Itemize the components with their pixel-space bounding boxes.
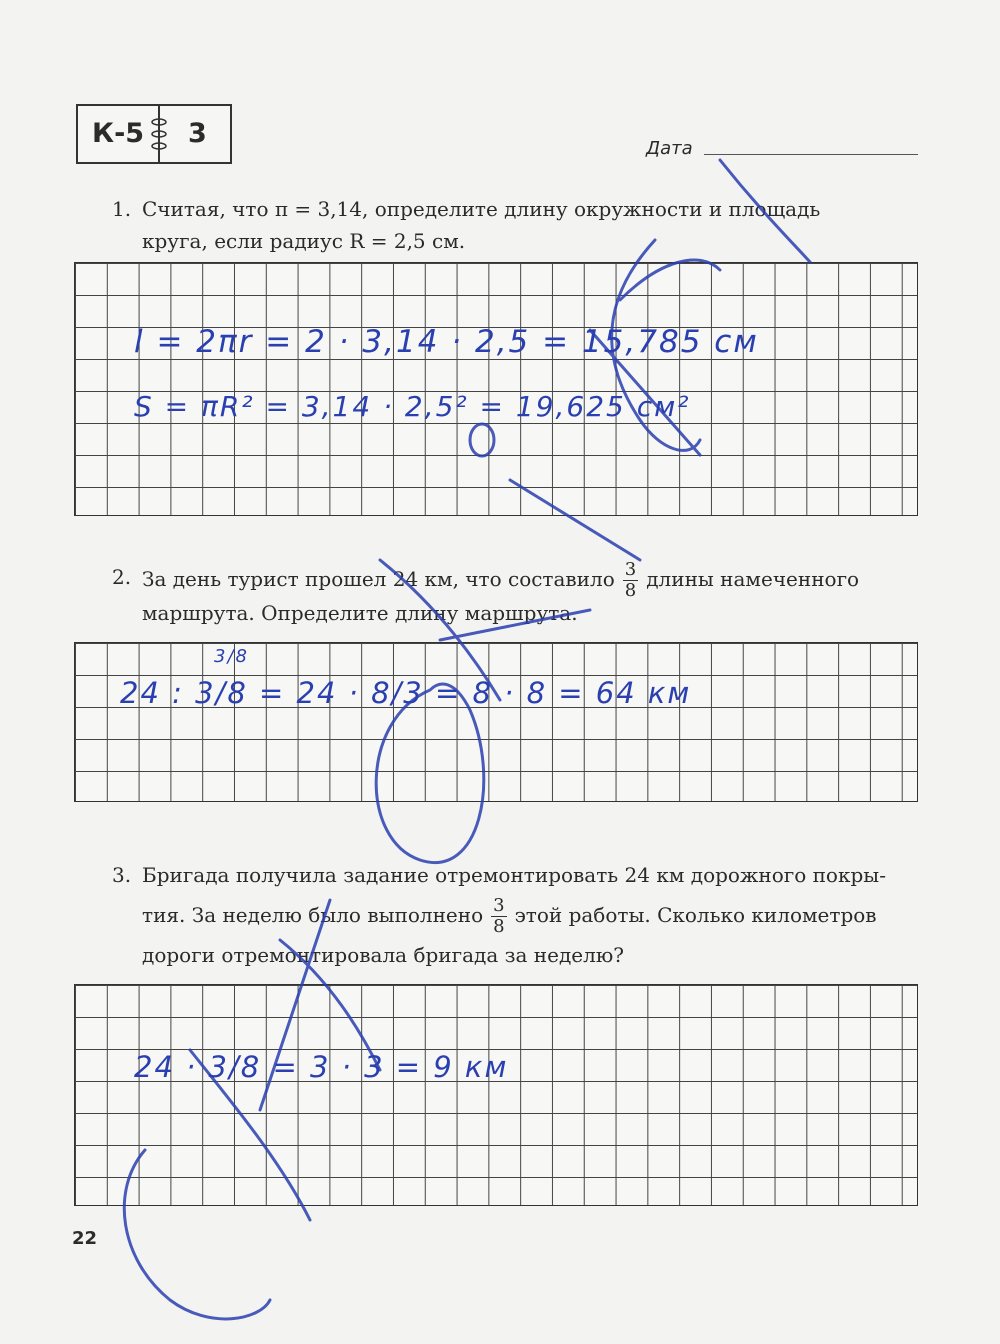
task-2-answer-fraction: 3/8 [214,646,249,667]
task-1-line-1: Считая, что π = 3,14, определите длину окружности и площадь [142,197,821,221]
task-2 [112,560,932,632]
task-2-text-after: длины намеченного [646,567,860,591]
page-number: 22 [72,1228,98,1249]
task-3 [112,858,932,968]
task-3-line-1: Бригада получила задание отремонтировать 24 км дорожного покры- [142,863,886,887]
task-3-text-before: тия. За неделю было выполнено [142,903,484,927]
task-1-answer-line-1: l = 2πr = 2 · 3,14 · 2,5 = 15,785 см [134,324,759,360]
task-1-number: 1. [112,197,132,221]
task-2-fraction: $\frac{3}{8}$ [624,559,637,601]
task-2-number: 2. [112,565,132,589]
binder-clip-icon [148,112,170,158]
task-3-text-after: этой работы. Сколько километров [514,903,877,927]
test-code-box [76,104,232,164]
task-2-answer-line: 24 : 3/8 = 24 · 8/3 = 8 · 8 = 64 км [120,676,692,710]
date-label: Дата [646,138,693,159]
task-3-fraction: $\frac{3}{8}$ [493,895,505,937]
date-field-line [704,154,918,155]
task-1 [112,192,932,262]
task-2-answer-grid [74,642,918,802]
task-3-number: 3. [112,863,132,887]
task-1-answer-line-2: S = πR² = 3,14 · 2,5² = 19,625 см² [134,390,691,423]
task-3-line-3: дороги отремонтировала бригада за неделю? [142,943,624,967]
task-1-answer-grid [74,262,918,516]
task-2-text-before: За день турист прошел 24 км, что составило [142,567,615,591]
test-code: К-5 [92,118,145,149]
variant-number: 3 [188,118,207,149]
task-3-answer-line: 24 · 3/8 = 3 · 3 = 9 км [134,1050,509,1084]
task-3-answer-grid [74,984,918,1206]
task-1-line-2: круга, если радиус R = 2,5 см. [142,229,466,253]
task-2-line-2: маршрута. Определите длину маршрута. [142,601,578,625]
